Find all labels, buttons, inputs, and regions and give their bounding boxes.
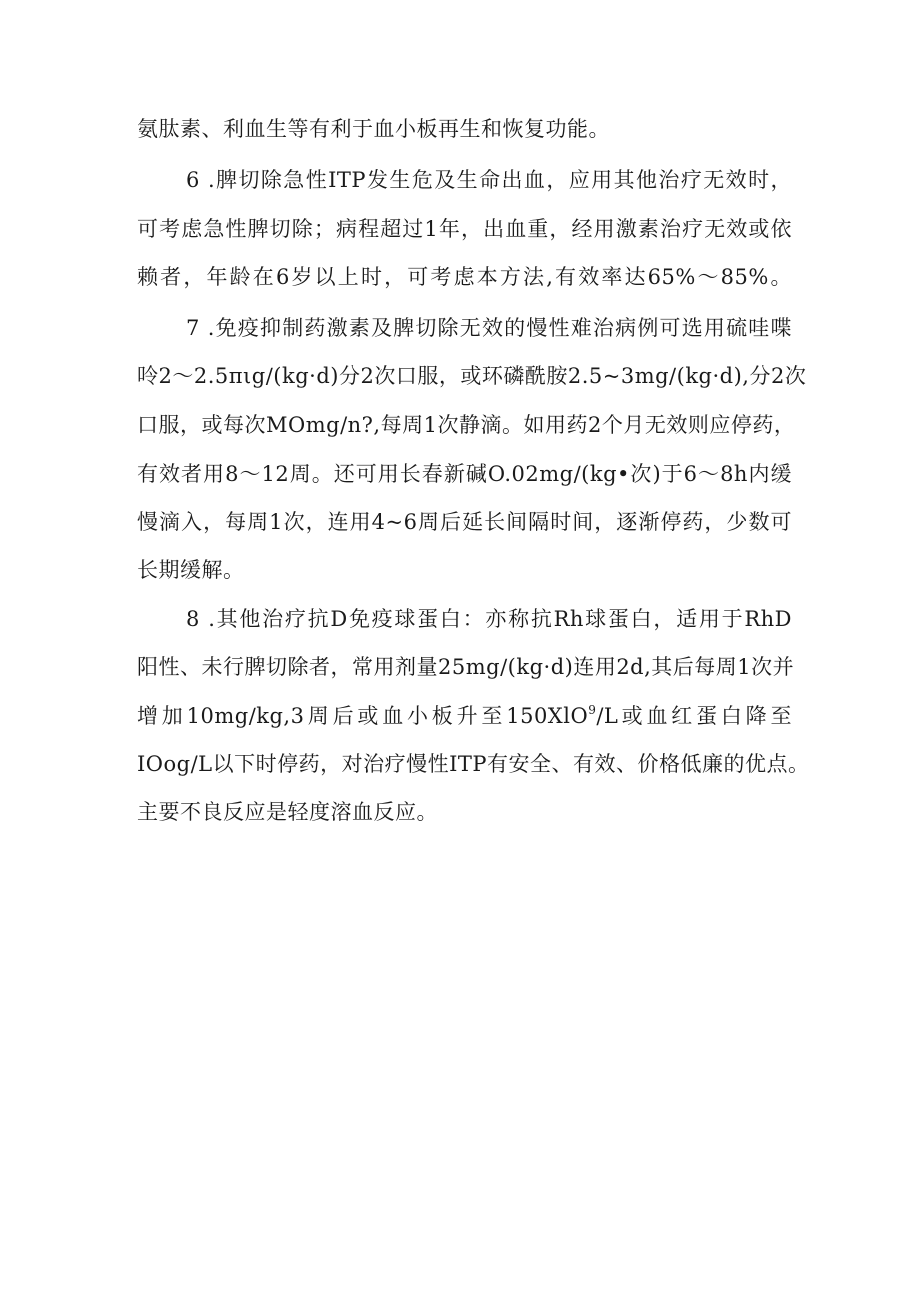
text-line: 阳性、未行脾切除者，常用剂量25mg∕(kg·d)连用2d,其后每周1次并 bbox=[137, 655, 795, 679]
text-line: 有效者用8～12周。还可用长春新碱O.02mg∕(kg•次)于6～8h内缓 bbox=[137, 462, 792, 486]
text-line: 赖者，年龄在6岁以上时，可考虑本方法,有效率达65%～85%。 bbox=[137, 265, 792, 289]
text-segment: /L或血红蛋白降至 bbox=[596, 704, 792, 728]
text-line: 口服，或每次MOmg/n?,每周1次静滴。如用药2个月无效则应停药， bbox=[137, 413, 796, 437]
text-segment: 增加10mg∕kg,3周后或血小板升至150XlO bbox=[137, 704, 589, 728]
text-line: 主要不良反应是轻度溶血反应。 bbox=[137, 800, 438, 824]
text-line bbox=[137, 701, 792, 731]
superscript: 9 bbox=[588, 703, 597, 717]
text-line: 呤2～2.5πιg∕(kg·d)分2次口服，或环磷酰胺2.5~3mg∕(kg·d),分2次 bbox=[137, 364, 807, 388]
text-line: 6 .脾切除急性ITP发生危及生命出血，应用其他治疗无效时， bbox=[186, 168, 792, 192]
text-line: 7 .免疫抑制药激素及脾切除无效的慢性难治病例可选用硫哇喋 bbox=[186, 316, 792, 340]
text-line: 长期缓解。 bbox=[137, 558, 245, 582]
text-line: 氨肽素、利血生等有利于血小板再生和恢复功能。 bbox=[137, 117, 610, 141]
text-line: 8 .其他治疗抗D免疫球蛋白：亦称抗Rh球蛋白，适用于RhD bbox=[186, 607, 792, 631]
text-line: 可考虑急性脾切除；病程超过1年，出血重，经用激素治疗无效或依 bbox=[137, 217, 792, 241]
text-line: IOog/L以下时停药，对治疗慢性ITP有安全、有效、价格低廉的优点。 bbox=[137, 752, 810, 776]
text-line: 慢滴入，每周1次，连用4~6周后延长间隔时间，逐渐停药，少数可 bbox=[137, 510, 792, 534]
